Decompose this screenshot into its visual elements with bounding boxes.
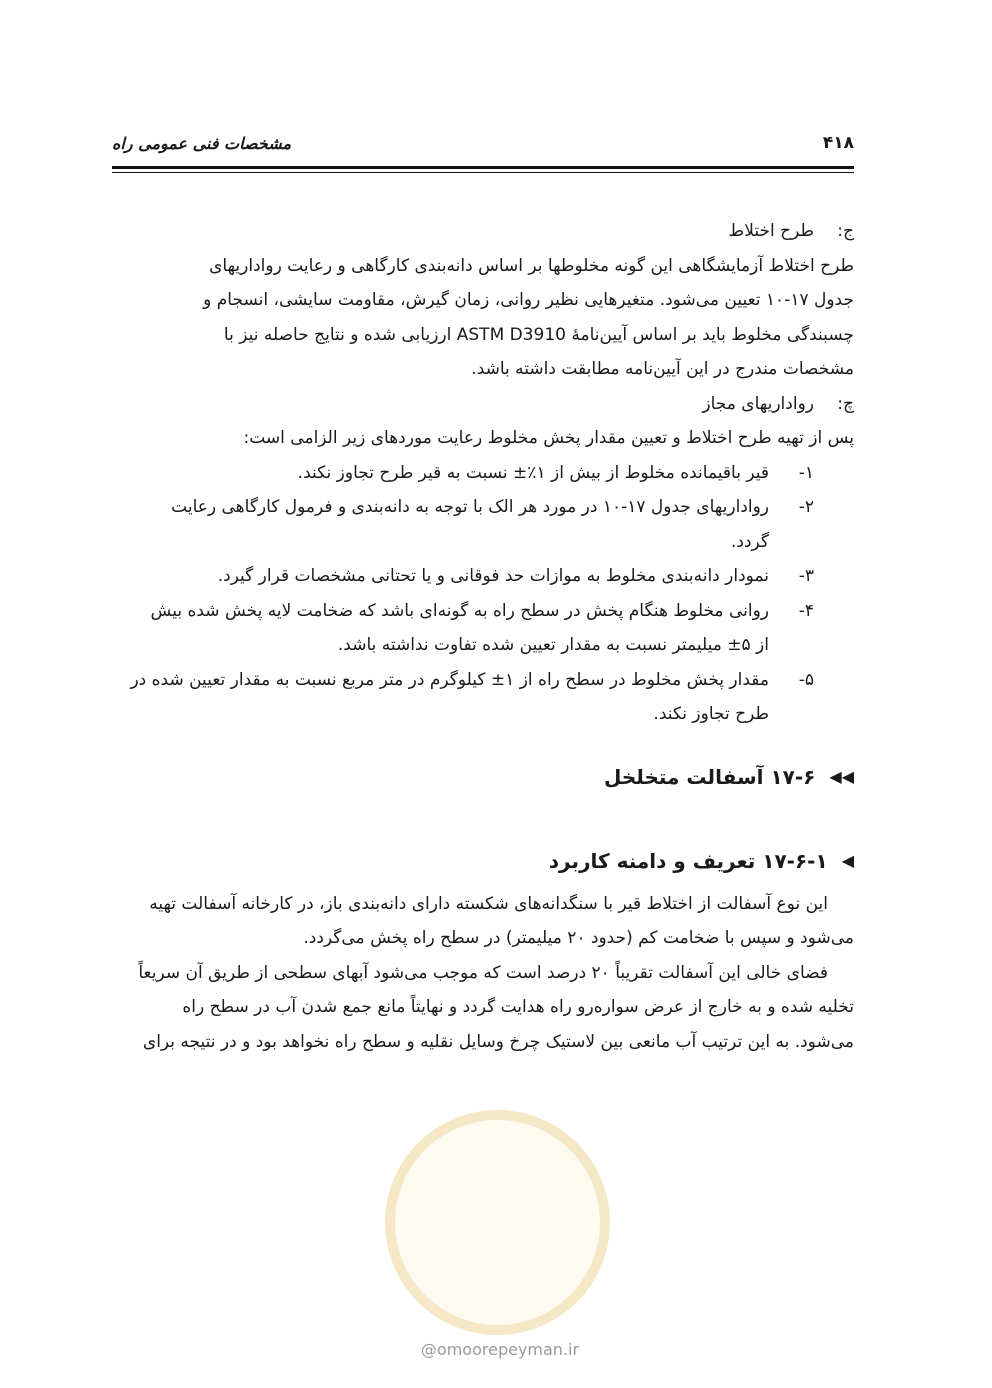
tolerance-line: از ۵± میلیمتر نسبت به مقدار تعیین شده تفاوت نداشته باشد. bbox=[337, 635, 769, 655]
item-ch-title: رواداریهای مجاز bbox=[702, 393, 814, 414]
tolerance-line: گردد. bbox=[730, 531, 769, 552]
tolerance-item-4 bbox=[112, 594, 814, 663]
document-body bbox=[112, 214, 854, 1059]
section-title: ۱۷-۶ آسفالت متخلخل bbox=[604, 764, 816, 789]
section-heading-17-6 bbox=[112, 760, 854, 795]
tolerance-num: ۱- bbox=[798, 462, 814, 483]
item-j-line: طرح اختلاط آزمایشگاهی این گونه مخلوطها بر اساس دانه‌بندی کارگاهی و رعایت رواداریهای bbox=[209, 255, 854, 276]
arrow-icon: ◀ bbox=[841, 851, 854, 870]
section-title: ۱۷-۶-۱ تعریف و دامنه کاربرد bbox=[548, 849, 828, 873]
tolerance-line: رواداریهای جدول ۱۷-۱۰ در مورد هر الک با توجه به دانه‌بندی و فرمول کارگاهی رعایت bbox=[171, 497, 769, 517]
watermark-seal bbox=[385, 1110, 610, 1335]
item-j-title: طرح اختلاط bbox=[728, 221, 814, 241]
tolerance-item-3 bbox=[112, 559, 814, 594]
tolerance-line: روانی مخلوط هنگام پخش در سطح راه به گونه‌ای باشد که ضخامت لایه پخش شده بیش bbox=[150, 600, 769, 621]
item-j-heading bbox=[112, 214, 854, 249]
item-j-line: جدول ۱۷-۱۰ تعیین می‌شود. متغیرهایی نظیر روانی، زمان گیرش، مقاومت سایشی، انسجام و bbox=[203, 290, 854, 310]
tolerance-num: ۲- bbox=[798, 497, 814, 517]
section-heading-17-6-1 bbox=[112, 844, 854, 879]
paragraph-line: می‌شود و سپس با ضخامت کم (حدود ۲۰ میلیمتر) در سطح راه پخش می‌گردد. bbox=[303, 928, 854, 948]
page-number: ۴۱۸ bbox=[822, 133, 854, 153]
item-j-line: مشخصات مندرج در این آیین‌نامه مطابقت داشته باشد. bbox=[471, 359, 854, 379]
item-j-line: چسبندگی مخلوط باید بر اساس آیین‌نامهٔ ASTM D3910 ارزیابی شده و نتایج حاصله نیز با bbox=[223, 324, 854, 345]
paragraph-definition bbox=[112, 887, 854, 956]
header-rule-thick bbox=[112, 166, 854, 169]
item-j-label: ج: bbox=[837, 221, 854, 241]
paragraph-line: می‌شود. به این ترتیب آب مانعی بین لاستیک چرخ وسایل نقلیه و سطح راه نخواهد بود و در نتیجه برای bbox=[142, 1031, 854, 1052]
tolerance-line: طرح تجاوز نکند. bbox=[653, 704, 769, 724]
header-rule-thin bbox=[112, 172, 854, 173]
watermark-text: @omoorepeyman.ir bbox=[420, 1340, 580, 1359]
tolerance-num: ۵- bbox=[798, 669, 814, 690]
tolerance-item-1 bbox=[112, 456, 814, 491]
tolerance-num: ۳- bbox=[798, 566, 814, 586]
paragraph-voids bbox=[112, 956, 854, 1060]
tolerance-line: مقدار پخش مخلوط در سطح راه از ۱± کیلوگرم در متر مربع نسبت به مقدار تعیین شده در bbox=[130, 669, 769, 690]
paragraph-line: تخلیه شده و به خارج از عرض سواره‌رو راه هدایت گردد و نهایتاً مانع جمع شدن آب در سطح راه bbox=[182, 997, 854, 1017]
item-ch-label: چ: bbox=[837, 393, 854, 414]
paragraph-line: این نوع آسفالت از اختلاط قیر با سنگدانه‌های شکسته دارای دانه‌بندی باز، در کارخانه آسفالت تهیه bbox=[149, 893, 828, 914]
tolerance-num: ۴- bbox=[798, 600, 814, 621]
double-arrow-icon: ◀◀ bbox=[829, 766, 854, 786]
running-title: مشخصات فنی عمومی راه bbox=[112, 133, 292, 153]
page-header bbox=[112, 128, 854, 158]
tolerance-item-5 bbox=[112, 663, 814, 732]
item-ch-heading bbox=[112, 387, 854, 422]
item-ch-intro: پس از تهیه طرح اختلاط و تعیین مقدار پخش مخلوط رعایت موردهای زیر الزامی است: bbox=[243, 428, 854, 448]
paragraph-line: فضای خالی این آسفالت تقریباً ۲۰ درصد است که موجب می‌شود آبهای سطحی از طریق آن سریعاً bbox=[138, 962, 828, 983]
tolerance-line: نمودار دانه‌بندی مخلوط به موازات حد فوقانی و یا تحتانی مشخصات قرار گیرد. bbox=[217, 566, 769, 586]
tolerance-line: قیر باقیمانده مخلوط از بیش از ۱٪± نسبت به قیر طرح تجاوز نکند. bbox=[297, 462, 769, 483]
tolerance-item-2 bbox=[112, 490, 814, 559]
item-j-paragraph bbox=[112, 249, 854, 387]
